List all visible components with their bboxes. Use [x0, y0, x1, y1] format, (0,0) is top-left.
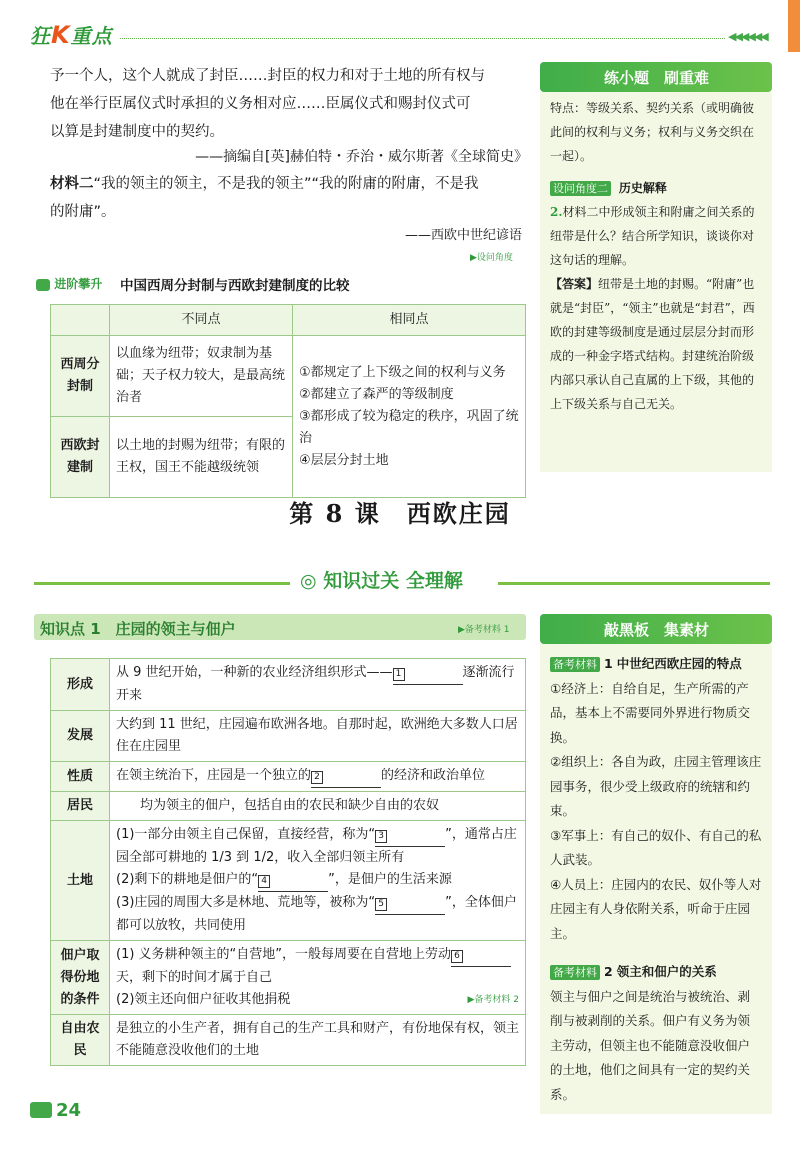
- residents-cell: 均为领主的佃户，包括自由的农民和缺少自由的农奴: [110, 792, 526, 821]
- blank-5[interactable]: 5: [375, 892, 445, 915]
- practice-panel: 练小题 刷重难 特点：等级关系、契约关系（或明确彼此间的权利与义务；权利与义务交织在一起）。 设问角度二 历史解释 2.材料二中形成领主和附庸之间关系的纽带是什么？结合所学知识，谈谈你对这句话的理解。 【答案】纽带是土地的封赐。“附庸”也就是“封臣”，“领主”也就是“封君”，西欧的封建等级制度是通过层层分封而形成的一种金字塔式结构。封建统治阶级内部只承认自己直属的上下级，其他的上下级关系与自己无关。: [540, 62, 772, 472]
- material1-heading: 备考材料 1 中世纪西欧庄园的特点: [550, 652, 762, 677]
- label-land: 土地: [51, 821, 110, 941]
- section-title: ◎ 知识过关 全理解: [300, 570, 463, 592]
- label-formation: 形成: [51, 659, 110, 711]
- row-label-zhou: 西周分封制: [51, 336, 110, 417]
- blank-1[interactable]: 1: [393, 662, 463, 685]
- label-nature: 性质: [51, 762, 110, 792]
- material1-source: ——摘编自[英]赫伯特・乔治・威尔斯著《全球简史》: [195, 149, 528, 165]
- practice-intro: 特点：等级关系、契约关系（或明确彼此间的权利与义务；权利与义务交织在一起）。: [550, 101, 755, 163]
- row-zhou-diff: 以血缘为纽带；奴隶制为基础；天子权力较大，是最高统治者: [110, 336, 293, 417]
- advance-badge: 进阶攀升: [36, 275, 102, 292]
- material2-source: ——西欧中世纪谚语: [404, 228, 522, 243]
- blackboard-panel-title: 敲黑板 集素材: [540, 614, 772, 644]
- compare-title: 中国西周分封制与西欧封建制度的比较: [120, 278, 350, 294]
- blank-6[interactable]: 6: [451, 944, 511, 967]
- practice-panel-title: 练小题 刷重难: [540, 62, 772, 92]
- blank-3[interactable]: 3: [375, 824, 445, 847]
- tenant-material-tag: ▶备考材料 2: [467, 995, 519, 1005]
- nature-cell: 在领主统治下，庄园是一个独立的 2 的经济和政治单位: [110, 762, 526, 792]
- free-peasant-cell: 是独立的小生产者，拥有自己的生产工具和财产，有份地保有权，领主不能随意没收他们的土地: [110, 1015, 526, 1066]
- lesson-title: 第 8 课 西欧庄园: [289, 499, 511, 528]
- material1-text: 予一个人，这个人就成了封臣……封臣的权力和对于土地的所有权与 他在举行臣属仪式时承担的义务相对应……臣属仪式和赐封仪式可 以算是封建制度中的契约。: [50, 68, 485, 140]
- manor-feature-economy: ①经济上：自给自足，生产所需的产品，基本上不需要同外界进行物质交换。: [550, 680, 751, 745]
- section-line-right: [498, 582, 770, 585]
- label-development: 发展: [51, 711, 110, 762]
- header-arrows: ◀◀◀◀◀◀: [728, 30, 767, 43]
- col-same-header: 相同点: [293, 305, 526, 336]
- corner-tab: [788, 0, 800, 52]
- manor-feature-organization: ②组织上：各自为政，庄园主管理该庄园事务，很少受上级政府的统辖和约束。: [550, 754, 762, 818]
- row-label-europe: 西欧封建制: [51, 417, 110, 498]
- practice-question: 2.材料二中形成领主和附庸之间关系的纽带是什么？结合所学知识，谈谈你对这句话的理解。: [550, 205, 755, 267]
- comparison-table: [50, 304, 526, 498]
- practice-answer: 【答案】纽带是土地的封赐。“附庸”也就是“封臣”，“领主”也就是“封君”，西欧的封建等级制度是通过层层分封而形成的一种金字塔式结构。封建统治阶级内部只承认自己直属的上下级，其他的上下级关系与自己无关。: [550, 277, 755, 411]
- formation-cell: 从 9 世纪开始，一种新的农业经济组织形式—— 1 逐渐流行开来: [110, 659, 526, 711]
- brand-logo: 狂K重点: [30, 21, 113, 49]
- blackboard-panel: [540, 614, 772, 1114]
- question-angle-tag: ▶设问角度: [470, 253, 513, 263]
- label-free-peasant: 自由农民: [51, 1015, 110, 1066]
- kp-material-tag: ▶备考材料 1: [458, 625, 510, 635]
- material2-text: 材料二“我的领主的领主，不是我的领主”“我的附庸的附庸，不是我 的附庸”。: [50, 176, 479, 220]
- question-angle-badge: 设问角度二: [550, 181, 611, 196]
- manor-table: [50, 658, 526, 1066]
- label-residents: 居民: [51, 792, 110, 821]
- tenant-cell: (1) 义务耕种领主的“自营地”，一般每周要在自营地上劳动 6天，剩下的时间才属于自己 (2)领主还向佃户征收其他捐税 ▶备考材料 2: [110, 941, 526, 1015]
- manor-feature-military: ③军事上：有自己的奴仆、有自己的私人武装。: [550, 827, 762, 867]
- mountain-icon: [36, 279, 50, 291]
- blank-2[interactable]: 2: [311, 765, 381, 788]
- row-europe-diff: 以土地的封赐为纽带；有限的王权，国王不能越级统领: [110, 417, 293, 498]
- section-line-left: [34, 582, 290, 585]
- lord-tenant-relation: 领主与佃户之间是统治与被统治、剥削与被剥削的关系。佃户有义务为领主劳动，但领主也不能随意没收佃户的土地，他们之间具有一定的契约关系。: [550, 988, 751, 1102]
- blank-4[interactable]: 4: [258, 869, 328, 892]
- same-points: ①都规定了上下级之间的权利与义务 ②都建立了森严的等级制度 ③都形成了较为稳定的秩序，巩固了统治 ④层层分封土地: [293, 336, 526, 498]
- label-tenant-conditions: 佃户取得份地的条件: [51, 941, 110, 1015]
- land-cell: (1)一部分由领主自己保留，直接经营，称为“ 3 ”，通常占庄园全部可耕地的 1/3 到 1/2，收入全部归领主所有 (2)剩下的耕地是佃户的“ 4 ”，是佃户的生活来源 (3)庄园的周围大多是林地、荒地等，被称为“ 5 ”，全体佃户都可以放牧，共同使用: [110, 821, 526, 941]
- material2-heading: 备考材料 2 领主和佃户的关系: [550, 960, 762, 985]
- spiral-icon: ◎: [300, 570, 317, 592]
- manor-feature-personnel: ④人员上：庄园内的农民、奴仆等人对庄园主有人身依附关系，听命于庄园主。: [550, 876, 762, 941]
- book-icon: [30, 1102, 52, 1118]
- development-cell: 大约到 11 世纪，庄园遍布欧洲各地。自那时起，欧洲绝大多数人口居住在庄园里: [110, 711, 526, 762]
- knowledge-point-title: 知识点 1 庄园的领主与佃户: [40, 620, 236, 638]
- page-number: 24: [56, 1100, 82, 1121]
- col-diff-header: 不同点: [110, 305, 293, 336]
- header-divider: [120, 38, 725, 39]
